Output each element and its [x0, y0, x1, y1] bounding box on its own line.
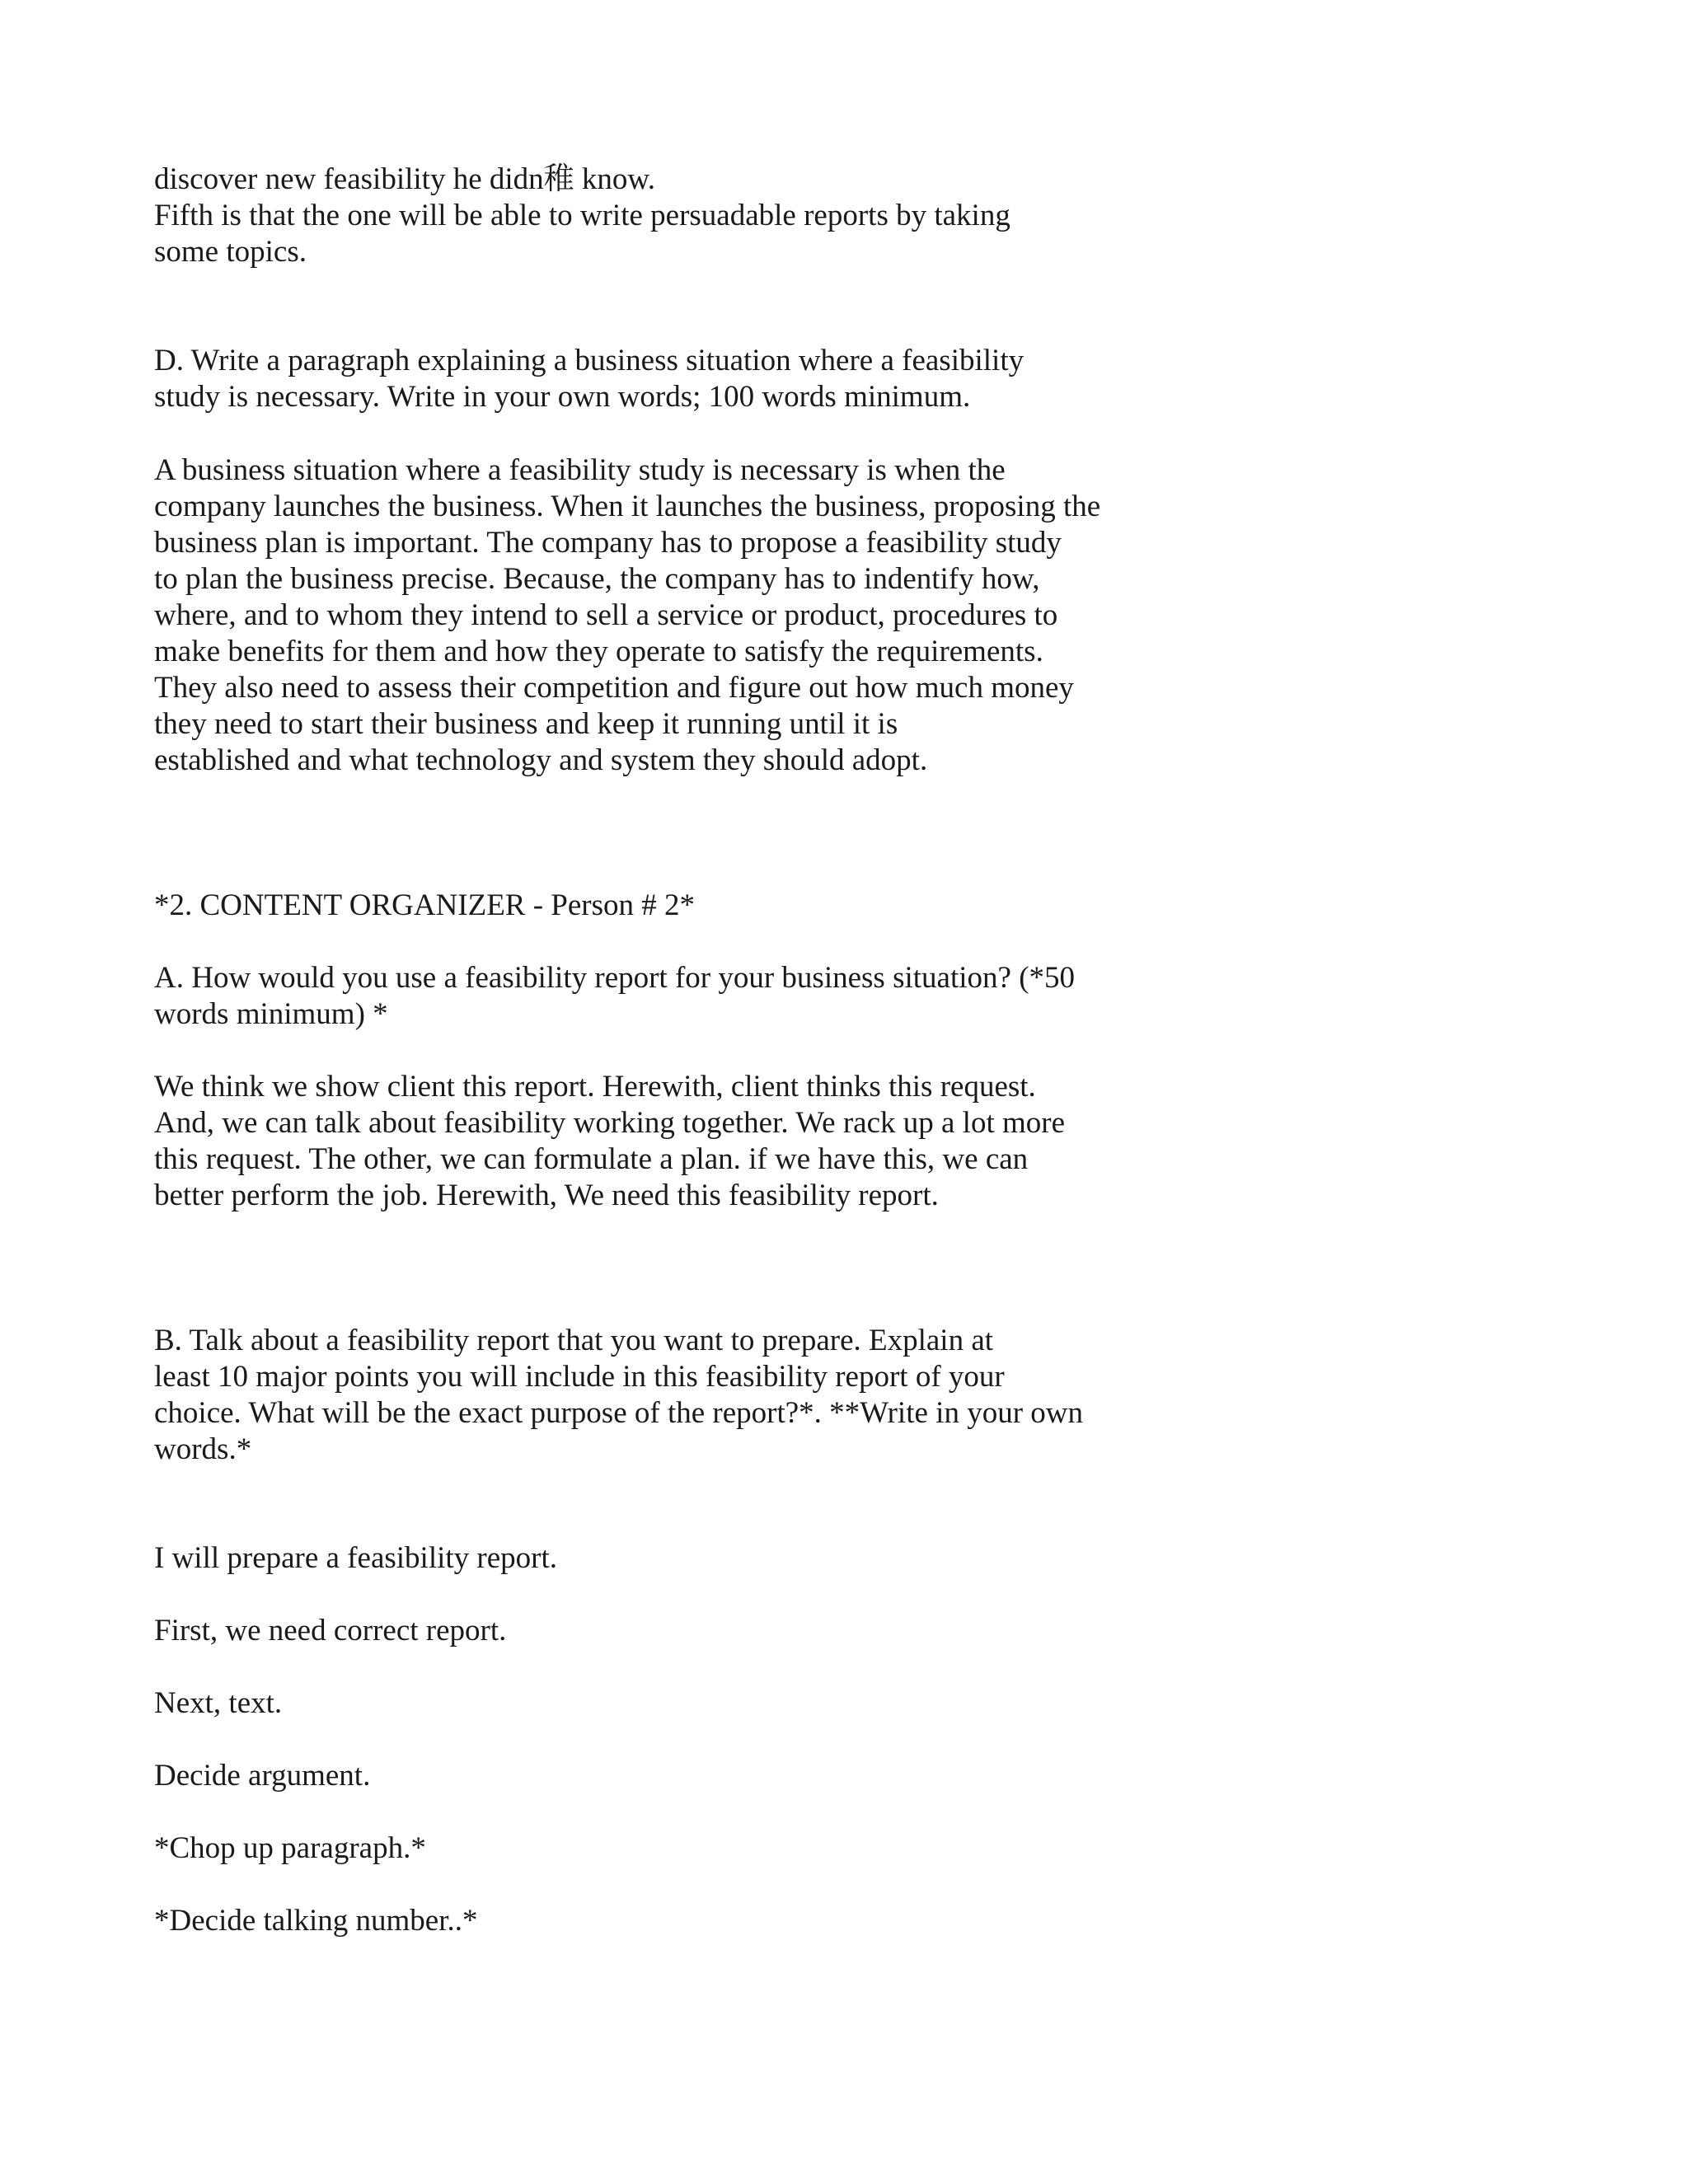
- section-heading-content-organizer: *2. CONTENT ORGANIZER - Person # 2*: [154, 888, 696, 922]
- question-d: D. Write a paragraph explaining a business situation where a feasibility study is necessary. Write in your own words; 100 words minimum.: [154, 344, 1025, 414]
- answer-d-paragraph: A business situation where a feasibility study is necessary is when the company launches the business. When it launches the business, proposing the business plan is important. The company has to propose a feasibility study to plan the business precise. Because, the company has to indentify how, where, and to whom they intend to sell a service or product, procedures to make benefits for them and how they operate to satisfy the requirements. They also need to assess their competition and figure out how much money they need to start their business and keep it running until it is established and what technology and system they should adopt.: [154, 453, 1101, 777]
- answer-b-line-2: First, we need correct report.: [154, 1614, 507, 1647]
- continuation-paragraph: discover new feasibility he didn稚 know. Fifth is that the one will be able to write persuadable reports by taking some topics.: [154, 162, 1010, 269]
- question-a: A. How would you use a feasibility report for your business situation? (*50 words minimum) *: [154, 961, 1076, 1031]
- answer-b-line-5: *Chop up paragraph.*: [154, 1831, 426, 1865]
- answer-b-line-1: I will prepare a feasibility report.: [154, 1541, 558, 1575]
- answer-b-line-6: *Decide talking number..*: [154, 1904, 478, 1938]
- answer-b-line-3: Next, text.: [154, 1686, 283, 1720]
- question-b: B. Talk about a feasibility report that you want to prepare. Explain at least 10 major points you will include in this feasibility report of your choice. What will be the exact purpose of the report?*. **Write in your own words.*: [154, 1324, 1083, 1466]
- answer-a-paragraph: We think we show client this report. Herewith, client thinks this request. And, we can talk about feasibility working together. We rack up a lot more this request. The other, we can formulate a plan. if we have this, we can better perform the job. Herewith, We need this feasibility report.: [154, 1070, 1065, 1212]
- answer-b-line-4: Decide argument.: [154, 1759, 371, 1793]
